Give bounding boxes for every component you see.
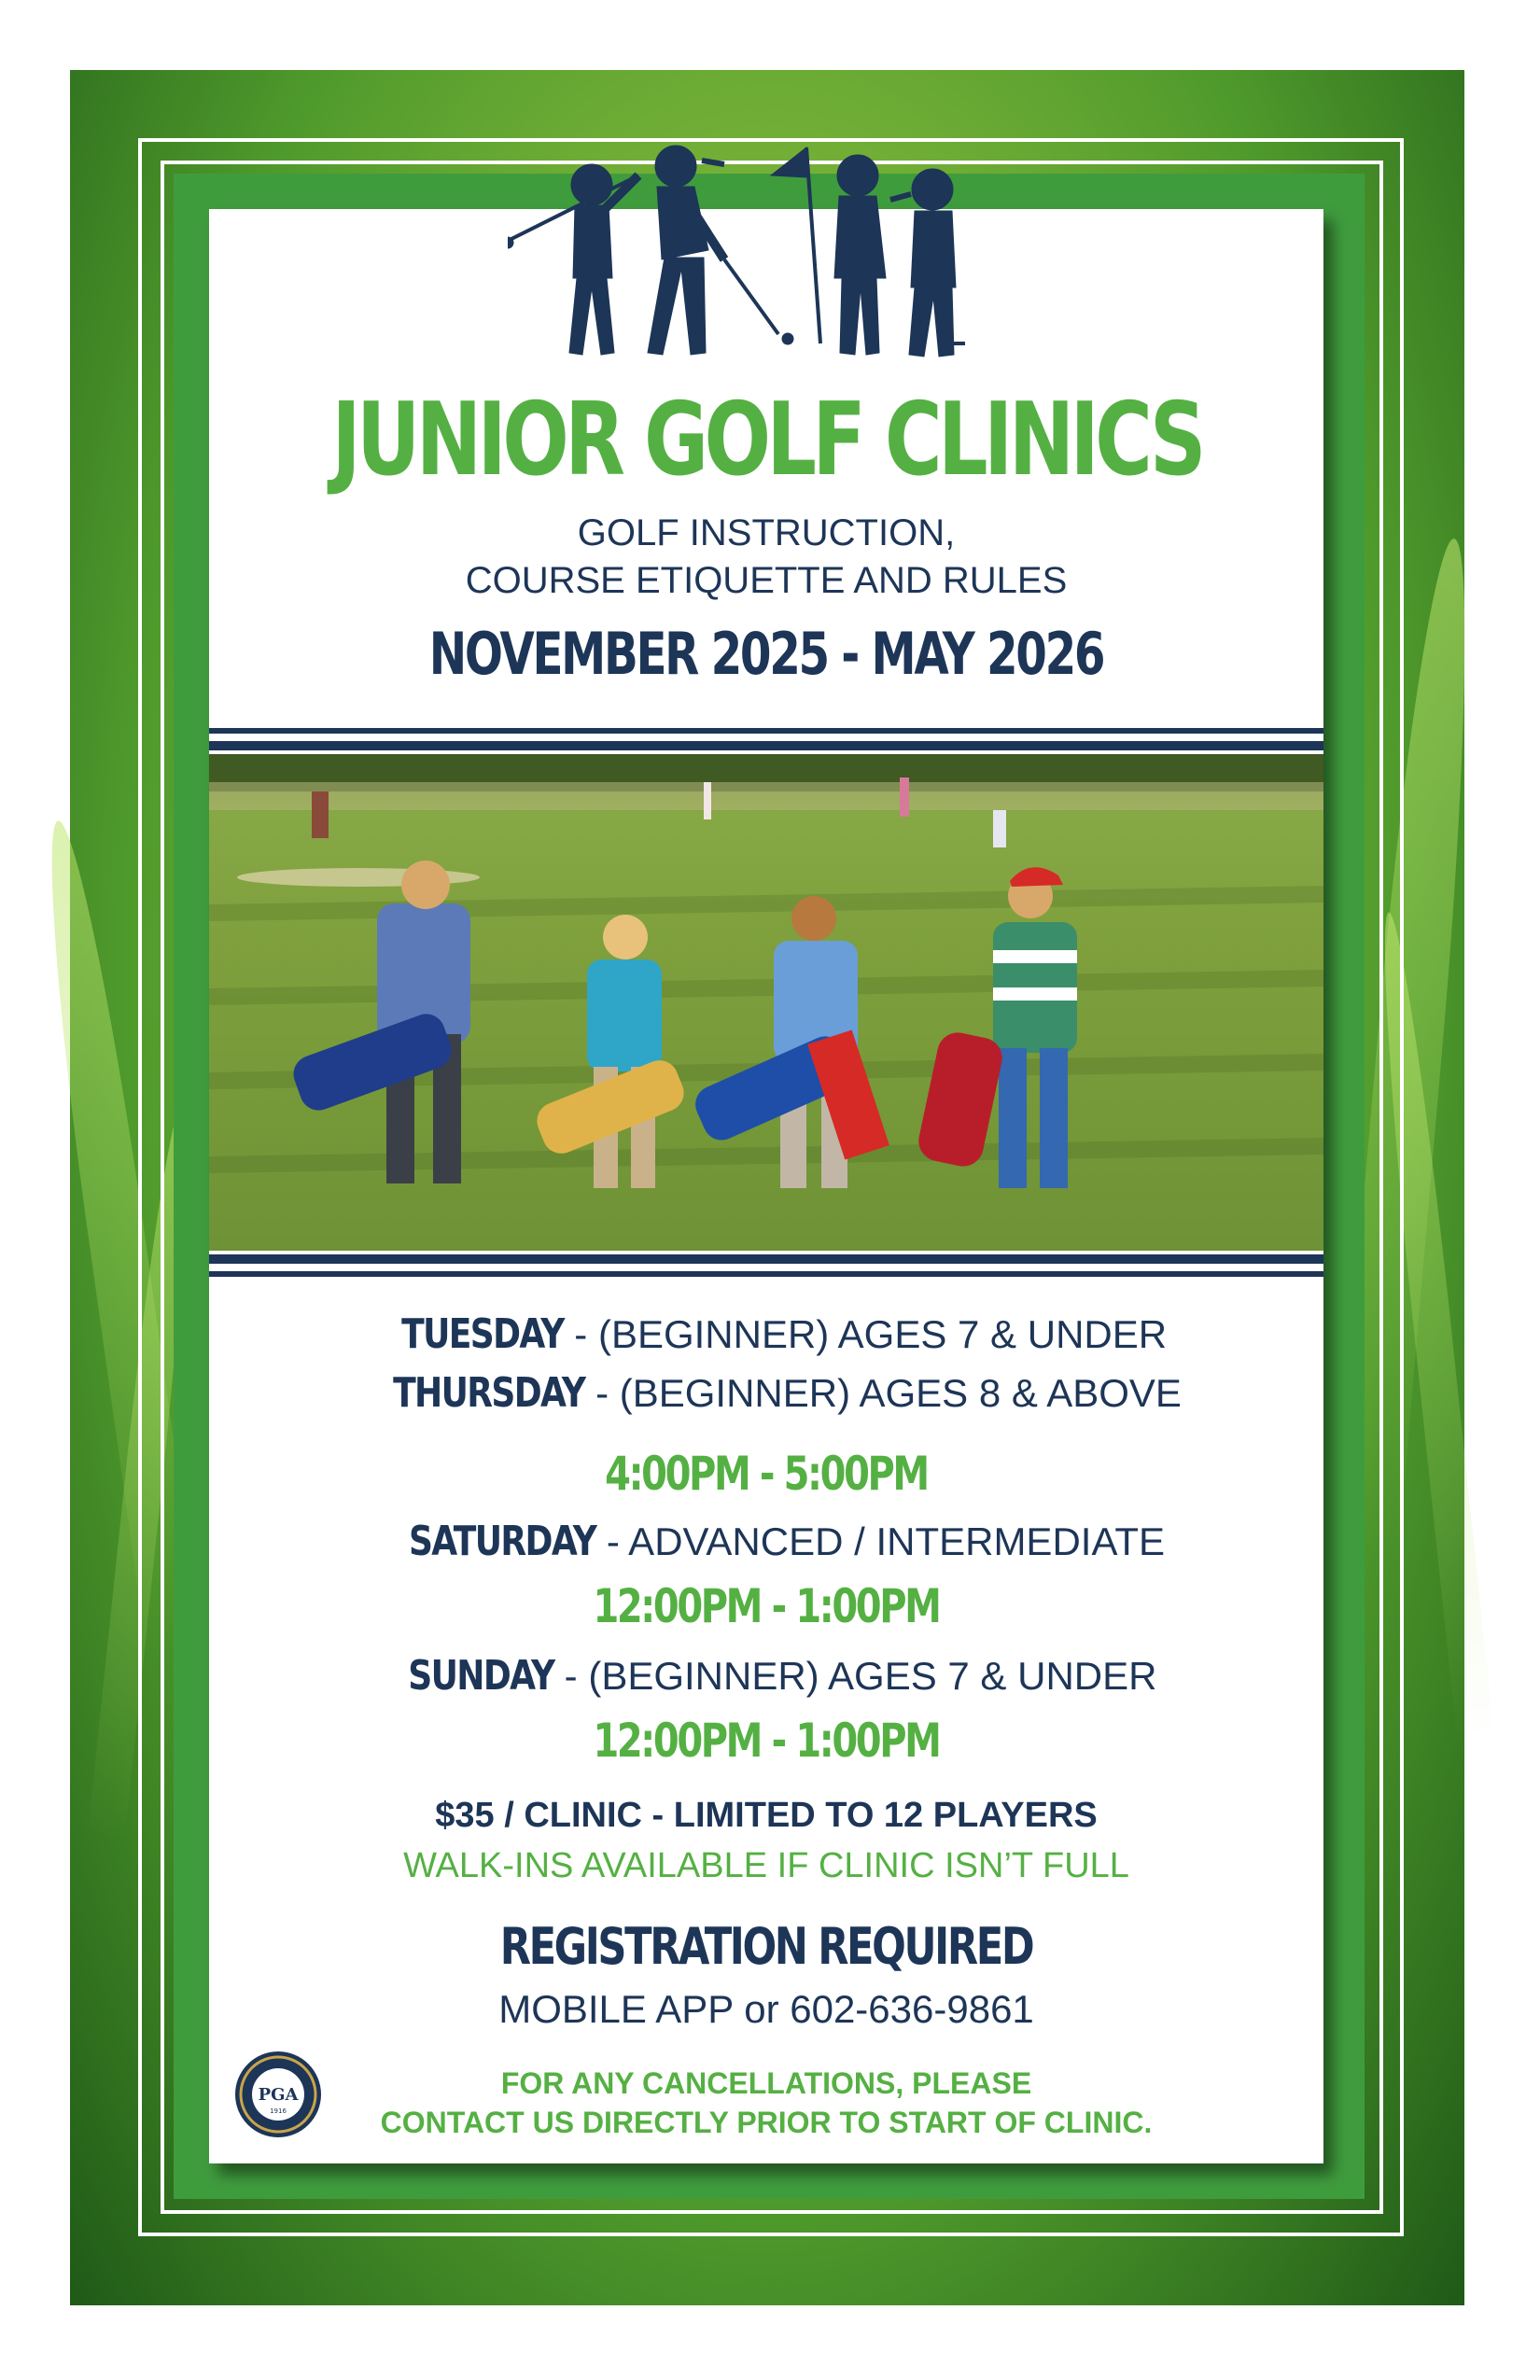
- saturday-time: 12:00PM - 1:00PM: [593, 1579, 940, 1633]
- weekday-time: 4:00PM - 5:00PM: [605, 1447, 928, 1501]
- kids-golfers-photo: [209, 754, 1323, 1251]
- poster-card: [209, 209, 1323, 2163]
- divider-bottom: [209, 1271, 1323, 1277]
- thursday-description: - (BEGINNER) AGES 8 & ABOVE: [595, 1371, 1182, 1415]
- saturday-description: - ADVANCED / INTERMEDIATE: [606, 1519, 1166, 1563]
- registration-heading: REGISTRATION REQUIRED: [499, 1917, 1033, 1976]
- cancellation-line-1: FOR ANY CANCELLATIONS, PLEASE: [500, 2066, 1032, 2100]
- program-dates: NOVEMBER 2025 - MAY 2026: [428, 620, 1104, 688]
- sunday-description: - (BEGINNER) AGES 7 & UNDER: [564, 1654, 1157, 1698]
- subtitle-line-1: GOLF INSTRUCTION,: [577, 512, 956, 553]
- cancellation-line-2: CONTACT US DIRECTLY PRIOR TO START OF CLINIC.: [380, 2106, 1153, 2139]
- poster-title: JUNIOR GOLF CLINICS: [331, 382, 1202, 498]
- schedule-saturday: [209, 1518, 1323, 1565]
- pga-logo-icon: [233, 2044, 323, 2145]
- schedule-tuesday: [209, 1310, 1323, 1358]
- tuesday-description: - (BEGINNER) AGES 7 & UNDER: [574, 1312, 1168, 1356]
- divider-top: [209, 728, 1323, 734]
- price-info: $35 / CLINIC - LIMITED TO 12 PLAYERS: [435, 1796, 1098, 1835]
- divider-bottom-thick: [209, 1254, 1323, 1264]
- pga-logo-text: PGA: [258, 2085, 299, 2105]
- kids-golf-silhouette-icon: [508, 138, 1030, 381]
- day-saturday: SATURDAY: [408, 1518, 596, 1565]
- walkins-info: WALK-INS AVAILABLE IF CLINIC ISN’T FULL: [403, 1846, 1129, 1885]
- day-tuesday: TUESDAY: [401, 1310, 564, 1358]
- registration-contact: MOBILE APP or 602-636-9861: [498, 1987, 1034, 2031]
- day-thursday: THURSDAY: [393, 1369, 585, 1417]
- pga-logo-year: 1916: [270, 2107, 287, 2115]
- divider-top-thick: [209, 741, 1323, 750]
- subtitle-line-2: COURSE ETIQUETTE AND RULES: [465, 560, 1068, 601]
- sunday-time: 12:00PM - 1:00PM: [593, 1714, 940, 1768]
- schedule-sunday: [209, 1652, 1323, 1700]
- schedule-thursday: [209, 1369, 1323, 1417]
- day-sunday: SUNDAY: [407, 1652, 553, 1700]
